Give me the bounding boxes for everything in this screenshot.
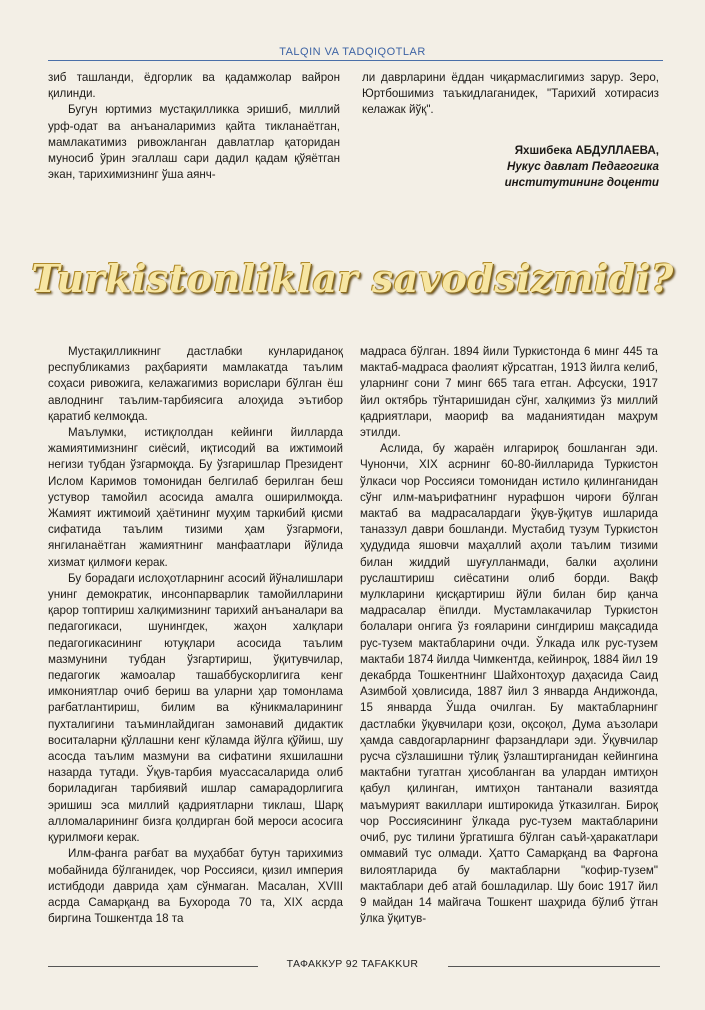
article-left-paragraph-1: Мустақилликнинг дастлабки кунлариданоқ республикамиз раҳбарияти мамлакатда таълим соҳаси ривожига, келажагимиз ворислари бўлган ёш авлоднинг таълим-тарбиясига алоҳида эътибор қаратиб келмоқда. [48,345,343,423]
top-left-paragraph-1: зиб ташланди, ёдгорлик ва қадамжолар вайрон қилинди. [48,71,340,101]
article-right-paragraph-2: Аслида, бу жараён илгарироқ бошланган эди. Чунончи, XIX асрнинг 60-80-йилларида Туркистон ўлкаси чор Россияси томонидан истило қилинганидан сўнг илм-маърифатнинг нурафшон чироғи бўлган мактаб ва мадрасалардаги ўқув-ўқитув ишларида таназзул даври бошланди. Мустабид тузум Туркистон ҳудудида яшовчи маҳаллий аҳоли таълим тизими билан жиддий шуғулланмади, балки аҳолини руслаштириш сиёсатини олиб борди. Вақф мулкларини қисқартириш йўли билан бир қанча мадрасалар ёпилди. Мустамлакачилар Туркистон болалари онгига ўз ғояларини сингдириш мақсадида рус-тузем мактабларини очди. Ўлкада илк рус-тузем мактаби 1874 йилда Чимкентда, кейинроқ, 1884 йил 19 декабрда Тошкентнинг Шайхонтоҳур даҳасида Саид Азимбой ҳовлисида, 1887 йил 3 январда Андижонда, 15 январда Ўшда очилган. Бу мактабларнинг дастлабки ўқувчилари қози, оқсоқол, Дума аъзолари ҳамда савдогарларнинг фарзандлари эди. Ўқувчилар русча сўзлашишни тўлиқ ўзлаштирганидан кейингина мактабни тугатган ҳисобланган ва улардан имтиҳон қабул қилинган, имтиҳон тантанали вазиятда маъмурият вакиллари иштирокида ўтказилган. Бироқ чор Россиясининг ўлкада рус-тузем мактабларини очиб, рус тилини ўргатишга бўлган саъй-ҳаракатлари оммавий тус олмади. Ҳатто Самарқанд ва Фарғона вилоятларида бу мактабларни "кофир-тузем" мактаблари деб атай бошладилар. Шу боис 1917 йил 9 майдан 14 майгача Тошкент шаҳрида бўлиб ўтган ўлка ўқитув- [360,442,658,926]
article-left-paragraph-3: Бу борадаги ислоҳотларнинг асосий йўналишлари унинг демократик, инсонпарварлик тамойилларини қарор топтириш халқимизнинг тарихий анъаналари ва педагогикаси, шунингдек, жаҳон халқлари педагогикасининг ютуқлари асосида таълим мазмунини тубдан ўзгартириш, ўқитувчилар, педагогик жамоалар ташаббускорлигига кенг имкониятлар очиб бериш ва уларни ҳар томонлама рағбатлантириш, билим ва кўникмаларининг пухталигини таъминлайдиган замонавий дидактик воситаларни қўллашни кенг кўламда йўлга қўйиш, шу асосда таълим мазмуни ва сифатини яхшилашни назарда тутади. Ўқув-тарбия муассасаларида олиб бориладиган тарбиявий ишлар самарадорлигига эришиш эса миллий қадриятларни тиклаш, Шарқ алломаларининг бизга қолдирган бой мероси асосига қурилмоғи керак. [48,571,343,845]
article-right-paragraph-1: мадраса бўлган. 1894 йили Туркистонда 6 минг 445 та мактаб-мадраса фаолият кўрсатган, 1913 йилга келиб, уларнинг сони 7 минг 665 тага етган. Афсуски, 1917 йил октябрь тўнтаришидан сўнг, халқимиз ўз миллий қадриятлари, маориф ва маданиятидан маҳрум этилди. [360,345,658,440]
section-header [0,46,705,58]
top-right-column [362,70,659,191]
article-left-column [48,344,343,927]
author-role-line-1: Нукус давлат Педагогика [506,159,659,173]
page-footer [0,958,705,970]
footer-page-number: ТАФАККУР 92 TAFAKKUR [281,958,425,970]
section-title: TALQIN VA TADQIQOTLAR [271,46,434,58]
header-rule [48,60,663,61]
article-left-paragraph-2: Маълумки, истиқлолдан кейинги йилларда жамиятимизнинг сиёсий, иқтисодий ва ижтимоий негизи тубдан ўзгармоқда. Бу ўзгаришлар Президент Ислом Каримов томонидан белгилаб берилган беш устувор тамойил асосида амалга оширилмоқда. Жамият ижтимоий ҳаётининг муҳим таркибий қисми сифатида таълим тизими ҳам ўзгармоғи, янгиланаётган жамиятнинг манфаатлари йўлида хизмат қилмоғи керак. [48,426,343,569]
top-left-column [48,70,340,183]
article-left-paragraph-4: Илм-фанга рағбат ва муҳаббат бутун тарихимиз мобайнида бўлганидек, чор Россияси, қизил империя истибдоди даврида ҳам сўнмаган. Масалан, XVIII асрда Самарқанд ва Бухорода 70 та, XIX асрда биргина Тошкентда 18 та [48,847,343,926]
top-left-paragraph-2: Бугун юртимиз мустақилликка эришиб, миллий урф-одат ва анъаналаримиз қайта тикланаётган, мамлакатимиз ривожланган давлатлар қаторидан муносиб ўрин эгаллаш сари дадил қадам қўяётган экан, тарихимизнинг ўша аянч- [48,103,340,182]
author-role-line-2: институтининг доценти [504,176,659,190]
article-headline: Turkistonliklar savodsizmidi? [31,256,674,301]
top-right-paragraph-1: ли даврларини ёддан чиқармаслигимиз зарур. Зеро, Юртбошимиз таъкидлаганидек, "Тарихий хотирасиз келажак йўқ". [362,71,659,117]
author-signature [362,143,659,192]
article-right-column [360,344,658,927]
author-name: Яхшибека АБДУЛЛАЕВА, [514,143,659,157]
